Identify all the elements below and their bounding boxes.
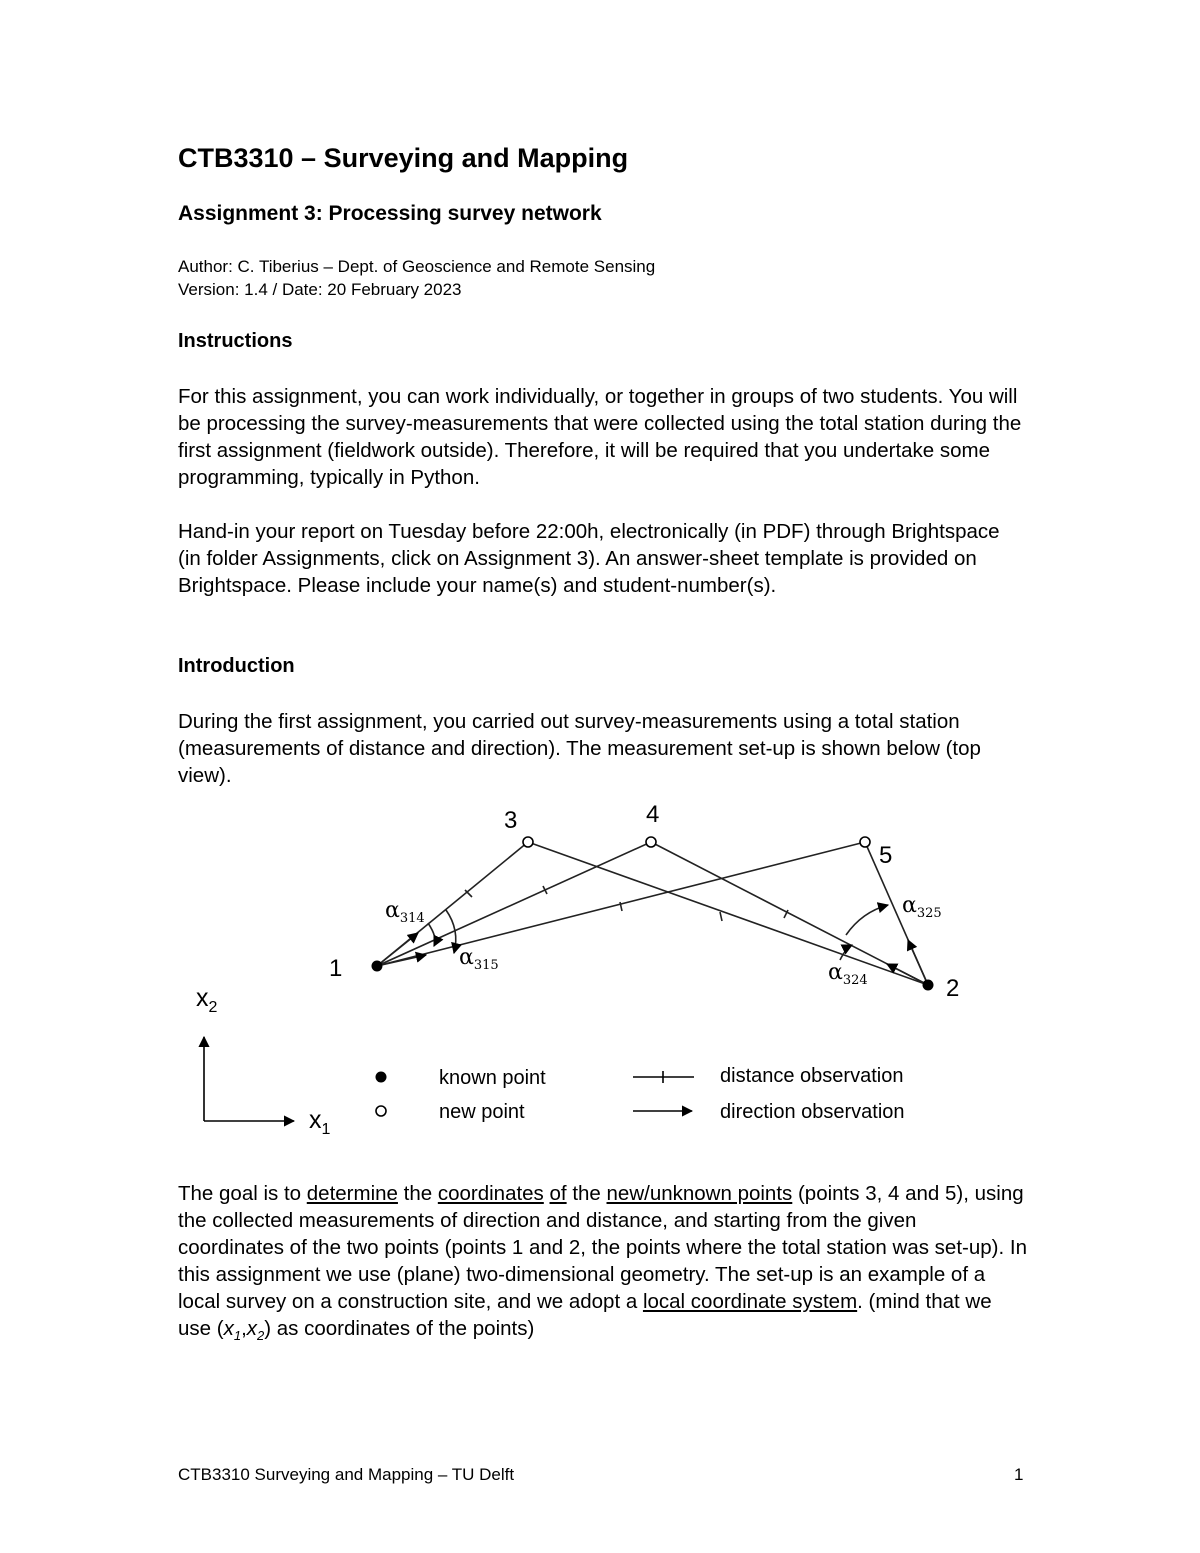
legend-new-point-label: new point xyxy=(439,1101,525,1123)
angle-label-314: $\alpha_{314}$ xyxy=(385,898,425,926)
point-label-2: 2 xyxy=(946,975,960,1002)
angle-arc-325 xyxy=(846,905,888,935)
angle-label-315: $\alpha_{315}$ xyxy=(459,945,499,973)
direction-arrow xyxy=(887,964,928,985)
introduction-goal-paragraph: The goal is to determine the coordinates of the new/unknown points (points 3, 4 and 5), using the collected measurements of direction and distance, and starting from the given coordinates of the two points (points 1 and 2, the points where the total station was set-up). In this assignment we use (plane) two-dimensional geometry. The set-up is an example of a local survey on a construction site, and we adopt a local coordinate system. (mind that we use $(x_1,x_2)$ as coordinates of the points) xyxy=(178,1182,1027,1344)
legend-new-point-symbol xyxy=(376,1106,386,1116)
legend-direction-label: direction observation xyxy=(720,1101,905,1123)
known-point-1 xyxy=(372,961,383,972)
legend-distance-label: distance observation xyxy=(720,1065,904,1087)
instructions-paragraph-1: For this assignment, you can work individually, or together in groups of two students. You will be processing the survey-measurements that were collected using the total station during the first assignment (fieldwork outside). Therefore, it will be required that you undertake some programming, typically in Python. xyxy=(178,385,1022,489)
new-point-3 xyxy=(523,837,533,847)
axis-label-x2: $x_2$ xyxy=(196,984,218,1016)
assignment-subtitle: Assignment 3: Processing survey network xyxy=(178,202,602,225)
point-label-4: 4 xyxy=(646,801,660,828)
instructions-heading: Instructions xyxy=(178,330,293,352)
new-point-5 xyxy=(860,837,870,847)
document-title: CTB3310 – Surveying and Mapping xyxy=(178,143,629,173)
footer-course-label: CTB3310 Surveying and Mapping – TU Delft xyxy=(178,1465,515,1484)
known-point-2 xyxy=(923,980,934,991)
survey-network-diagram xyxy=(0,790,1200,1150)
new-point-4 xyxy=(646,837,656,847)
point-label-1: 1 xyxy=(329,955,343,982)
angle-label-324: $\alpha_{324}$ xyxy=(828,960,868,988)
point-label-5: 5 xyxy=(879,842,893,869)
legend-known-point-label: known point xyxy=(439,1067,546,1089)
legend-known-point-symbol xyxy=(376,1072,387,1083)
axis-label-x1: $x_1$ xyxy=(309,1106,331,1138)
version-line: Version: 1.4 / Date: 20 February 2023 xyxy=(178,280,462,299)
diagram-legend xyxy=(376,1065,905,1123)
instructions-paragraph-2: Hand-in your report on Tuesday before 22:00h, electronically (in PDF) through Brightspace (in folder Assignments, click on Assignment 3). An answer-sheet template is provided on Brightspace. Please include your name(s) and student-number(s). xyxy=(178,520,1000,597)
coordinate-axes xyxy=(204,1037,294,1121)
author-line: Author: C. Tiberius – Dept. of Geoscience and Remote Sensing xyxy=(178,257,656,276)
introduction-paragraph-1: During the first assignment, you carried out survey-measurements using a total station (measurements of distance and direction). The measurement set-up is shown below (top view). xyxy=(178,710,981,787)
introduction-heading: Introduction xyxy=(178,655,295,677)
line-1-4 xyxy=(377,842,651,966)
footer-page-number: 1 xyxy=(1014,1465,1024,1484)
angle-label-325: $\alpha_{325}$ xyxy=(902,893,942,921)
point-label-3: 3 xyxy=(504,807,518,834)
distance-tick xyxy=(720,912,722,921)
